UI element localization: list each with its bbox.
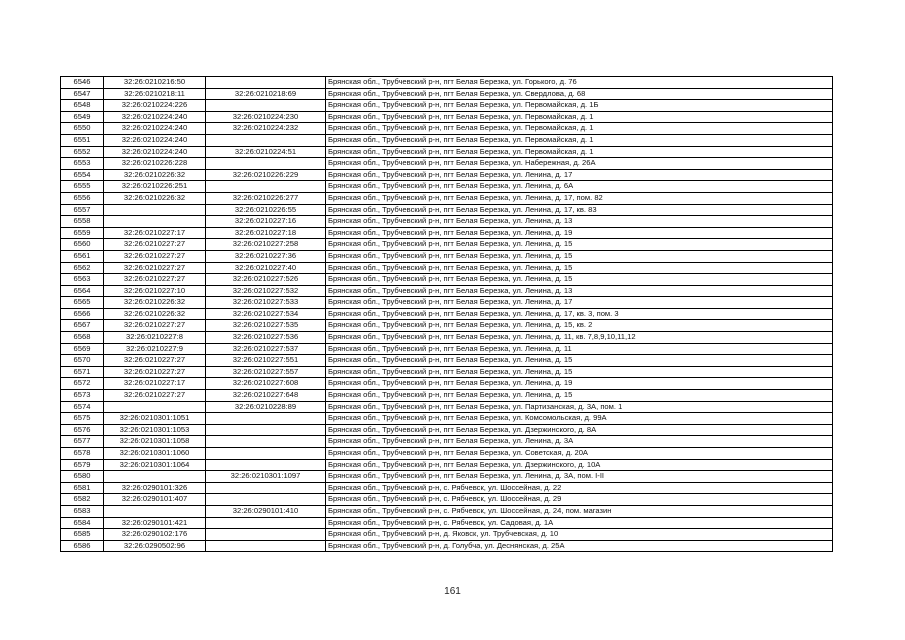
premises-cadastral-number-cell [206, 517, 326, 529]
premises-cadastral-number-cell: 32:26:0210224:232 [206, 123, 326, 135]
address-cell: Брянская обл., Трубчевский р-н, пгт Белая Березка, ул. Ленина, д. 15 [326, 355, 833, 367]
row-number-cell: 6549 [61, 111, 104, 123]
cadastral-number-cell: 32:26:0210301:1060 [104, 448, 206, 460]
address-cell: Брянская обл., Трубчевский р-н, пгт Белая Березка, ул. Ленина, д. 11, кв. 7,8,9,10,11,12 [326, 332, 833, 344]
premises-cadastral-number-cell: 32:26:0210227:608 [206, 378, 326, 390]
premises-cadastral-number-cell: 32:26:0210226:229 [206, 169, 326, 181]
table-row [61, 540, 833, 552]
cadastral-number-cell: 32:26:0290502:96 [104, 540, 206, 552]
address-cell: Брянская обл., Трубчевский р-н, пгт Белая Березка, ул. Ленина, д. 19 [326, 378, 833, 390]
table-row [61, 204, 833, 216]
address-cell: Брянская обл., Трубчевский р-н, пгт Белая Березка, ул. Ленина, д. 6А [326, 181, 833, 193]
address-cell: Брянская обл., Трубчевский р-н, пгт Белая Березка, ул. Первомайская, д. 1 [326, 134, 833, 146]
table-row [61, 390, 833, 402]
address-cell: Брянская обл., Трубчевский р-н, пгт Белая Березка, ул. Советская, д. 20А [326, 448, 833, 460]
premises-cadastral-number-cell [206, 158, 326, 170]
row-number-cell: 6560 [61, 239, 104, 251]
address-cell: Брянская обл., Трубчевский р-н, пгт Белая Березка, ул. Партизанская, д. 3А, пом. 1 [326, 401, 833, 413]
cadastral-number-cell: 32:26:0210216:50 [104, 77, 206, 89]
cadastral-number-cell: 32:26:0290101:407 [104, 494, 206, 506]
cadastral-number-cell [104, 204, 206, 216]
premises-cadastral-number-cell: 32:26:0210227:536 [206, 332, 326, 344]
cadastral-number-cell: 32:26:0210226:32 [104, 169, 206, 181]
premises-cadastral-number-cell [206, 134, 326, 146]
row-number-cell: 6561 [61, 250, 104, 262]
cadastral-number-cell: 32:26:0210226:32 [104, 297, 206, 309]
premises-cadastral-number-cell: 32:26:0210227:36 [206, 250, 326, 262]
cadastral-number-cell: 32:26:0210227:27 [104, 390, 206, 402]
address-cell: Брянская обл., Трубчевский р-н, д. Голубча, ул. Деснянская, д. 25А [326, 540, 833, 552]
table-row [61, 274, 833, 286]
cadastral-number-cell: 32:26:0210227:8 [104, 332, 206, 344]
table-row [61, 146, 833, 158]
cadastral-number-cell: 32:26:0210224:240 [104, 111, 206, 123]
row-number-cell: 6563 [61, 274, 104, 286]
premises-cadastral-number-cell: 32:26:0210226:55 [206, 204, 326, 216]
premises-cadastral-number-cell [206, 413, 326, 425]
cadastral-number-cell: 32:26:0210226:32 [104, 308, 206, 320]
premises-cadastral-number-cell: 32:26:0210227:16 [206, 216, 326, 228]
cadastral-number-cell: 32:26:0210226:251 [104, 181, 206, 193]
row-number-cell: 6573 [61, 390, 104, 402]
table-row [61, 355, 833, 367]
row-number-cell: 6574 [61, 401, 104, 413]
table-row [61, 482, 833, 494]
table-row [61, 320, 833, 332]
table-row [61, 436, 833, 448]
cadastral-number-cell: 32:26:0210226:32 [104, 192, 206, 204]
premises-cadastral-number-cell: 32:26:0210227:557 [206, 366, 326, 378]
row-number-cell: 6577 [61, 436, 104, 448]
address-cell: Брянская обл., Трубчевский р-н, д. Яковск, ул. Трубчевская, д. 10 [326, 529, 833, 541]
cadastral-number-cell [104, 216, 206, 228]
registry-table-body [61, 77, 833, 552]
address-cell: Брянская обл., Трубчевский р-н, пгт Белая Березка, ул. Горького, д. 76 [326, 77, 833, 89]
row-number-cell: 6566 [61, 308, 104, 320]
table-row [61, 448, 833, 460]
table-row [61, 239, 833, 251]
address-cell: Брянская обл., Трубчевский р-н, пгт Белая Березка, ул. Первомайская, д. 1Б [326, 100, 833, 112]
address-cell: Брянская обл., Трубчевский р-н, пгт Белая Березка, ул. Комсомольская, д. 99А [326, 413, 833, 425]
table-row [61, 366, 833, 378]
address-cell: Брянская обл., Трубчевский р-н, пгт Белая Березка, ул. Ленина, д. 3А, пом. I-II [326, 471, 833, 483]
premises-cadastral-number-cell [206, 100, 326, 112]
table-row [61, 378, 833, 390]
row-number-cell: 6557 [61, 204, 104, 216]
address-cell: Брянская обл., Трубчевский р-н, пгт Белая Березка, ул. Ленина, д. 17, кв. 3, пом. 3 [326, 308, 833, 320]
address-cell: Брянская обл., Трубчевский р-н, с. Рябчевск, ул. Садовая, д. 1А [326, 517, 833, 529]
row-number-cell: 6556 [61, 192, 104, 204]
row-number-cell: 6579 [61, 459, 104, 471]
premises-cadastral-number-cell: 32:26:0210227:40 [206, 262, 326, 274]
row-number-cell: 6564 [61, 285, 104, 297]
row-number-cell: 6572 [61, 378, 104, 390]
address-cell: Брянская обл., Трубчевский р-н, пгт Белая Березка, ул. Ленина, д. 17 [326, 169, 833, 181]
premises-cadastral-number-cell [206, 181, 326, 193]
premises-cadastral-number-cell: 32:26:0210227:551 [206, 355, 326, 367]
premises-cadastral-number-cell: 32:26:0210227:532 [206, 285, 326, 297]
table-row [61, 100, 833, 112]
premises-cadastral-number-cell: 32:26:0210227:534 [206, 308, 326, 320]
premises-cadastral-number-cell: 32:26:0210224:51 [206, 146, 326, 158]
table-row [61, 250, 833, 262]
address-cell: Брянская обл., Трубчевский р-н, пгт Белая Березка, ул. Свердлова, д. 68 [326, 88, 833, 100]
cadastral-number-cell: 32:26:0210227:17 [104, 227, 206, 239]
registry-table-container [60, 76, 832, 552]
table-row [61, 123, 833, 135]
table-row [61, 297, 833, 309]
cadastral-number-cell [104, 471, 206, 483]
premises-cadastral-number-cell: 32:26:0210227:533 [206, 297, 326, 309]
cadastral-number-cell: 32:26:0210224:240 [104, 146, 206, 158]
row-number-cell: 6554 [61, 169, 104, 181]
cadastral-number-cell: 32:26:0210218:11 [104, 88, 206, 100]
address-cell: Брянская обл., Трубчевский р-н, пгт Белая Березка, ул. Ленина, д. 15 [326, 262, 833, 274]
address-cell: Брянская обл., Трубчевский р-н, пгт Белая Березка, ул. Ленина, д. 13 [326, 285, 833, 297]
premises-cadastral-number-cell: 32:26:0210227:648 [206, 390, 326, 402]
premises-cadastral-number-cell: 32:26:0210226:277 [206, 192, 326, 204]
cadastral-number-cell: 32:26:0210227:17 [104, 378, 206, 390]
address-cell: Брянская обл., Трубчевский р-н, пгт Белая Березка, ул. Ленина, д. 17, пом. 82 [326, 192, 833, 204]
table-row [61, 343, 833, 355]
row-number-cell: 6584 [61, 517, 104, 529]
address-cell: Брянская обл., Трубчевский р-н, пгт Белая Березка, ул. Ленина, д. 15 [326, 366, 833, 378]
address-cell: Брянская обл., Трубчевский р-н, пгт Белая Березка, ул. Первомайская, д. 1 [326, 146, 833, 158]
address-cell: Брянская обл., Трубчевский р-н, пгт Белая Березка, ул. Ленина, д. 15 [326, 239, 833, 251]
premises-cadastral-number-cell: 32:26:0210227:258 [206, 239, 326, 251]
cadastral-number-cell: 32:26:0210227:9 [104, 343, 206, 355]
row-number-cell: 6551 [61, 134, 104, 146]
row-number-cell: 6562 [61, 262, 104, 274]
address-cell: Брянская обл., Трубчевский р-н, с. Рябчевск, ул. Шоссейная, д. 22 [326, 482, 833, 494]
row-number-cell: 6583 [61, 505, 104, 517]
premises-cadastral-number-cell: 32:26:0210224:230 [206, 111, 326, 123]
address-cell: Брянская обл., Трубчевский р-н, с. Рябчевск, ул. Шоссейная, д. 29 [326, 494, 833, 506]
address-cell: Брянская обл., Трубчевский р-н, пгт Белая Березка, ул. Ленина, д. 11 [326, 343, 833, 355]
cadastral-number-cell: 32:26:0210227:27 [104, 262, 206, 274]
row-number-cell: 6568 [61, 332, 104, 344]
cadastral-number-cell: 32:26:0210301:1058 [104, 436, 206, 448]
table-row [61, 169, 833, 181]
address-cell: Брянская обл., Трубчевский р-н, пгт Белая Березка, ул. Ленина, д. 17 [326, 297, 833, 309]
property-registry-table [60, 76, 833, 552]
premises-cadastral-number-cell: 32:26:0210301:1097 [206, 471, 326, 483]
row-number-cell: 6581 [61, 482, 104, 494]
premises-cadastral-number-cell [206, 448, 326, 460]
address-cell: Брянская обл., Трубчевский р-н, с. Рябчевск, ул. Шоссейная, д. 24, пом. магазин [326, 505, 833, 517]
table-row [61, 505, 833, 517]
row-number-cell: 6546 [61, 77, 104, 89]
table-row [61, 192, 833, 204]
row-number-cell: 6570 [61, 355, 104, 367]
row-number-cell: 6559 [61, 227, 104, 239]
premises-cadastral-number-cell: 32:26:0210228:89 [206, 401, 326, 413]
address-cell: Брянская обл., Трубчевский р-н, пгт Белая Березка, ул. Первомайская, д. 1 [326, 111, 833, 123]
premises-cadastral-number-cell [206, 436, 326, 448]
premises-cadastral-number-cell [206, 77, 326, 89]
row-number-cell: 6550 [61, 123, 104, 135]
address-cell: Брянская обл., Трубчевский р-н, пгт Белая Березка, ул. Ленина, д. 13 [326, 216, 833, 228]
table-row [61, 158, 833, 170]
address-cell: Брянская обл., Трубчевский р-н, пгт Белая Березка, ул. Первомайская, д. 1 [326, 123, 833, 135]
cadastral-number-cell [104, 401, 206, 413]
page-number: 161 [444, 586, 461, 597]
cadastral-number-cell: 32:26:0210227:27 [104, 366, 206, 378]
cadastral-number-cell: 32:26:0210301:1064 [104, 459, 206, 471]
premises-cadastral-number-cell [206, 424, 326, 436]
cadastral-number-cell: 32:26:0210301:1053 [104, 424, 206, 436]
table-row [61, 262, 833, 274]
cadastral-number-cell: 32:26:0210301:1051 [104, 413, 206, 425]
row-number-cell: 6548 [61, 100, 104, 112]
row-number-cell: 6576 [61, 424, 104, 436]
cadastral-number-cell: 32:26:0210227:27 [104, 320, 206, 332]
table-row [61, 459, 833, 471]
table-row [61, 308, 833, 320]
table-row [61, 471, 833, 483]
address-cell: Брянская обл., Трубчевский р-н, пгт Белая Березка, ул. Дзержинского, д. 8А [326, 424, 833, 436]
row-number-cell: 6547 [61, 88, 104, 100]
premises-cadastral-number-cell: 32:26:0210227:526 [206, 274, 326, 286]
premises-cadastral-number-cell: 32:26:0290101:410 [206, 505, 326, 517]
table-row [61, 88, 833, 100]
address-cell: Брянская обл., Трубчевский р-н, пгт Белая Березка, ул. Набережная, д. 26А [326, 158, 833, 170]
premises-cadastral-number-cell [206, 459, 326, 471]
table-row [61, 413, 833, 425]
address-cell: Брянская обл., Трубчевский р-н, пгт Белая Березка, ул. Ленина, д. 15 [326, 390, 833, 402]
row-number-cell: 6582 [61, 494, 104, 506]
address-cell: Брянская обл., Трубчевский р-н, пгт Белая Березка, ул. Ленина, д. 15 [326, 274, 833, 286]
cadastral-number-cell [104, 505, 206, 517]
table-row [61, 134, 833, 146]
address-cell: Брянская обл., Трубчевский р-н, пгт Белая Березка, ул. Ленина, д. 17, кв. 83 [326, 204, 833, 216]
row-number-cell: 6578 [61, 448, 104, 460]
premises-cadastral-number-cell: 32:26:0210218:69 [206, 88, 326, 100]
cadastral-number-cell: 32:26:0210224:226 [104, 100, 206, 112]
row-number-cell: 6552 [61, 146, 104, 158]
row-number-cell: 6569 [61, 343, 104, 355]
cadastral-number-cell: 32:26:0210227:27 [104, 274, 206, 286]
row-number-cell: 6580 [61, 471, 104, 483]
premises-cadastral-number-cell: 32:26:0210227:18 [206, 227, 326, 239]
premises-cadastral-number-cell [206, 494, 326, 506]
cadastral-number-cell: 32:26:0210226:228 [104, 158, 206, 170]
table-row [61, 285, 833, 297]
cadastral-number-cell: 32:26:0210227:27 [104, 239, 206, 251]
row-number-cell: 6571 [61, 366, 104, 378]
table-row [61, 332, 833, 344]
cadastral-number-cell: 32:26:0210224:240 [104, 134, 206, 146]
table-row [61, 227, 833, 239]
table-row [61, 424, 833, 436]
row-number-cell: 6586 [61, 540, 104, 552]
cadastral-number-cell: 32:26:0290102:176 [104, 529, 206, 541]
cadastral-number-cell: 32:26:0210224:240 [104, 123, 206, 135]
address-cell: Брянская обл., Трубчевский р-н, пгт Белая Березка, ул. Ленина, д. 19 [326, 227, 833, 239]
premises-cadastral-number-cell [206, 529, 326, 541]
cadastral-number-cell: 32:26:0290101:326 [104, 482, 206, 494]
row-number-cell: 6565 [61, 297, 104, 309]
premises-cadastral-number-cell [206, 540, 326, 552]
table-row [61, 494, 833, 506]
row-number-cell: 6555 [61, 181, 104, 193]
table-row [61, 181, 833, 193]
table-row [61, 401, 833, 413]
cadastral-number-cell: 32:26:0210227:27 [104, 355, 206, 367]
address-cell: Брянская обл., Трубчевский р-н, пгт Белая Березка, ул. Ленина, д. 15 [326, 250, 833, 262]
cadastral-number-cell: 32:26:0290101:421 [104, 517, 206, 529]
table-row [61, 111, 833, 123]
row-number-cell: 6567 [61, 320, 104, 332]
row-number-cell: 6558 [61, 216, 104, 228]
premises-cadastral-number-cell: 32:26:0210227:535 [206, 320, 326, 332]
table-row [61, 529, 833, 541]
row-number-cell: 6553 [61, 158, 104, 170]
address-cell: Брянская обл., Трубчевский р-н, пгт Белая Березка, ул. Дзержинского, д. 10А [326, 459, 833, 471]
cadastral-number-cell: 32:26:0210227:27 [104, 250, 206, 262]
premises-cadastral-number-cell [206, 482, 326, 494]
row-number-cell: 6575 [61, 413, 104, 425]
table-row [61, 517, 833, 529]
table-row [61, 77, 833, 89]
table-row [61, 216, 833, 228]
premises-cadastral-number-cell: 32:26:0210227:537 [206, 343, 326, 355]
row-number-cell: 6585 [61, 529, 104, 541]
cadastral-number-cell: 32:26:0210227:10 [104, 285, 206, 297]
address-cell: Брянская обл., Трубчевский р-н, пгт Белая Березка, ул. Ленина, д. 15, кв. 2 [326, 320, 833, 332]
address-cell: Брянская обл., Трубчевский р-н, пгт Белая Березка, ул. Ленина, д. 3А [326, 436, 833, 448]
